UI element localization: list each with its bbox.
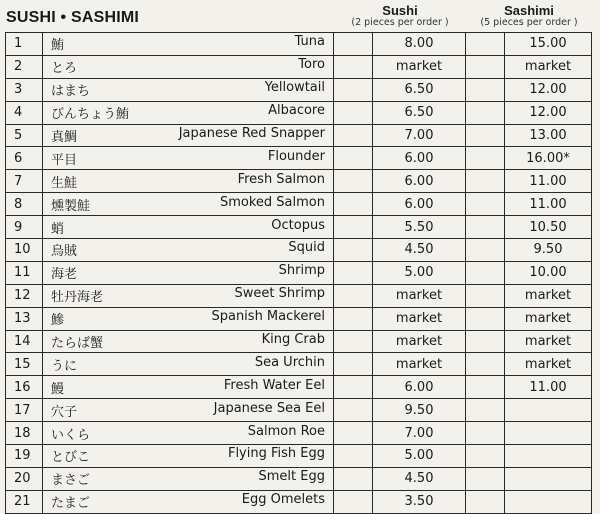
item-number: 5 [6, 124, 43, 147]
item-japanese-name: はまち [51, 84, 91, 100]
item-english-name: Sweet Shrimp [234, 286, 325, 302]
table-row [6, 55, 592, 78]
sashimi-price: 13.00 [505, 124, 592, 147]
spacer-cell [466, 353, 505, 376]
sashimi-price: 10.00 [505, 261, 592, 284]
item-name-cell [43, 307, 334, 330]
sashimi-price: market [505, 330, 592, 353]
sushi-price: 5.50 [373, 216, 466, 239]
sashimi-price: 12.00 [505, 101, 592, 124]
spacer-cell [466, 216, 505, 239]
spacer-cell [334, 284, 373, 307]
item-number: 12 [6, 284, 43, 307]
item-japanese-name: 蛸 [51, 221, 65, 237]
item-japanese-name: 平目 [51, 152, 78, 168]
item-name-cell [43, 124, 334, 147]
item-name-cell [43, 261, 334, 284]
item-name-cell [43, 467, 334, 490]
item-name-cell [43, 101, 334, 124]
item-number: 9 [6, 216, 43, 239]
spacer-cell [466, 284, 505, 307]
spacer-cell [334, 445, 373, 468]
spacer-cell [466, 239, 505, 262]
table-row [6, 307, 592, 330]
item-number: 8 [6, 193, 43, 216]
spacer-cell [466, 399, 505, 422]
item-japanese-name: 鰻 [51, 381, 65, 397]
table-row [6, 376, 592, 399]
spacer-cell [466, 124, 505, 147]
spacer-cell [334, 193, 373, 216]
item-english-name: Spanish Mackerel [211, 309, 325, 325]
item-name-cell [43, 239, 334, 262]
spacer-cell [466, 467, 505, 490]
spacer-cell [466, 147, 505, 170]
sushi-price: market [373, 284, 466, 307]
item-name-cell [43, 33, 334, 56]
item-number: 7 [6, 170, 43, 193]
item-japanese-name: まさご [51, 473, 91, 489]
spacer-cell [334, 467, 373, 490]
item-japanese-name: 生鮭 [51, 175, 78, 191]
table-row [6, 147, 592, 170]
item-name-cell [43, 445, 334, 468]
item-name-cell [43, 55, 334, 78]
item-japanese-name: いくら [51, 427, 91, 443]
sashimi-price: 12.00 [505, 78, 592, 101]
item-name-cell [43, 399, 334, 422]
sashimi-column-header [470, 4, 588, 28]
item-english-name: Japanese Sea Eel [213, 400, 325, 416]
table-row [6, 78, 592, 101]
sashimi-price: 16.00* [505, 147, 592, 170]
table-row [6, 216, 592, 239]
spacer-cell [334, 147, 373, 170]
spacer-cell [334, 124, 373, 147]
sushi-price: 5.00 [373, 445, 466, 468]
spacer-cell [334, 353, 373, 376]
item-number: 20 [6, 467, 43, 490]
sashimi-price [505, 445, 592, 468]
sushi-price: market [373, 353, 466, 376]
item-number: 10 [6, 239, 43, 262]
item-number: 19 [6, 445, 43, 468]
sashimi-price: market [505, 284, 592, 307]
item-english-name: Japanese Red Snapper [178, 126, 325, 141]
sushi-price: 6.00 [373, 147, 466, 170]
sushi-price: 6.00 [373, 193, 466, 216]
item-number: 15 [6, 353, 43, 376]
item-japanese-name: うに [51, 358, 78, 374]
item-english-name: Fresh Water Eel [223, 377, 325, 393]
sashimi-price [505, 399, 592, 422]
spacer-cell [466, 307, 505, 330]
item-name-cell [43, 147, 334, 170]
table-row [6, 124, 592, 147]
item-name-cell [43, 422, 334, 445]
spacer-cell [334, 101, 373, 124]
item-name-cell [43, 376, 334, 399]
sashimi-price: 10.50 [505, 216, 592, 239]
table-row [6, 399, 592, 422]
item-number: 2 [6, 55, 43, 78]
spacer-cell [466, 376, 505, 399]
table-row [6, 261, 592, 284]
item-name-cell [43, 216, 334, 239]
item-name-cell [43, 193, 334, 216]
item-number: 14 [6, 330, 43, 353]
spacer-cell [334, 216, 373, 239]
spacer-cell [466, 55, 505, 78]
item-number: 16 [6, 376, 43, 399]
item-number: 21 [6, 490, 43, 513]
spacer-cell [466, 445, 505, 468]
item-english-name: Sea Urchin [254, 354, 325, 370]
item-english-name: Toro [298, 57, 325, 73]
item-english-name: Flying Fish Egg [227, 446, 325, 462]
item-name-cell [43, 330, 334, 353]
item-english-name: Albacore [268, 103, 325, 119]
sushi-price: 6.00 [373, 376, 466, 399]
sashimi-price: 11.00 [505, 170, 592, 193]
sashimi-price [505, 422, 592, 445]
table-row [6, 422, 592, 445]
spacer-cell [334, 78, 373, 101]
sushi-price: 4.50 [373, 239, 466, 262]
item-number: 6 [6, 147, 43, 170]
item-name-cell [43, 490, 334, 513]
spacer-cell [466, 193, 505, 216]
item-japanese-name: 海老 [51, 267, 78, 283]
item-number: 3 [6, 78, 43, 101]
item-english-name: Octopus [271, 217, 325, 233]
item-name-cell [43, 78, 334, 101]
table-row [6, 330, 592, 353]
menu-header [0, 0, 600, 32]
item-english-name: Salmon Roe [247, 423, 325, 439]
table-row [6, 467, 592, 490]
sashimi-price: 11.00 [505, 376, 592, 399]
item-english-name: King Crab [261, 332, 325, 348]
item-english-name: Fresh Salmon [237, 171, 325, 187]
spacer-cell [334, 239, 373, 262]
item-english-name: Shrimp [278, 263, 325, 279]
spacer-cell [334, 307, 373, 330]
item-english-name: Tuna [294, 34, 325, 50]
spacer-cell [466, 261, 505, 284]
item-japanese-name: 鰺 [51, 313, 65, 329]
sashimi-column-label: Sashimi [504, 3, 554, 18]
item-english-name: Smoked Salmon [219, 194, 325, 210]
spacer-cell [334, 422, 373, 445]
item-japanese-name: 燻製鮭 [51, 198, 91, 214]
sashimi-price: market [505, 353, 592, 376]
item-number: 1 [6, 33, 43, 56]
sushi-price: market [373, 330, 466, 353]
sushi-price: market [373, 55, 466, 78]
sashimi-price: 11.00 [505, 193, 592, 216]
item-name-cell [43, 284, 334, 307]
sushi-price: 9.50 [373, 399, 466, 422]
sashimi-price: market [505, 55, 592, 78]
item-japanese-name: 鮪 [51, 38, 65, 54]
sushi-price: 7.00 [373, 124, 466, 147]
sushi-price: 3.50 [373, 490, 466, 513]
item-name-cell [43, 170, 334, 193]
table-row [6, 490, 592, 513]
sushi-price: 7.00 [373, 422, 466, 445]
sushi-price: 6.50 [373, 78, 466, 101]
item-number: 13 [6, 307, 43, 330]
item-japanese-name: びんちょう鮪 [51, 107, 130, 123]
spacer-cell [334, 170, 373, 193]
sushi-price: 6.50 [373, 101, 466, 124]
sushi-column-header [340, 4, 460, 28]
table-row [6, 445, 592, 468]
sushi-price: 6.00 [373, 170, 466, 193]
item-english-name: Smelt Egg [258, 469, 325, 485]
item-name-cell [43, 353, 334, 376]
sushi-column-label: Sushi [382, 3, 418, 18]
item-number: 18 [6, 422, 43, 445]
spacer-cell [466, 170, 505, 193]
spacer-cell [466, 422, 505, 445]
item-english-name: Squid [288, 240, 325, 256]
menu-table [5, 32, 592, 514]
spacer-cell [334, 33, 373, 56]
sushi-price: 5.00 [373, 261, 466, 284]
item-japanese-name: たまご [51, 496, 91, 512]
table-row [6, 239, 592, 262]
spacer-cell [466, 490, 505, 513]
sashimi-price: 9.50 [505, 239, 592, 262]
item-japanese-name: 牡丹海老 [51, 290, 104, 306]
sashimi-price: market [505, 307, 592, 330]
item-japanese-name: 穴子 [51, 404, 78, 420]
spacer-cell [466, 78, 505, 101]
item-japanese-name: とろ [51, 61, 78, 77]
sashimi-column-sub: (5 pieces per order ) [480, 17, 578, 28]
spacer-cell [334, 55, 373, 78]
spacer-cell [466, 33, 505, 56]
spacer-cell [466, 101, 505, 124]
spacer-cell [334, 490, 373, 513]
item-number: 4 [6, 101, 43, 124]
table-row [6, 33, 592, 56]
spacer-cell [334, 376, 373, 399]
spacer-cell [466, 330, 505, 353]
item-number: 11 [6, 261, 43, 284]
sushi-column-sub: (2 pieces per order ) [351, 17, 449, 28]
item-japanese-name: たらば蟹 [51, 336, 104, 352]
sashimi-price [505, 467, 592, 490]
item-english-name: Yellowtail [264, 80, 325, 96]
table-row [6, 284, 592, 307]
spacer-cell [334, 261, 373, 284]
spacer-cell [334, 399, 373, 422]
spacer-cell [334, 330, 373, 353]
sushi-price: market [373, 307, 466, 330]
table-row [6, 193, 592, 216]
table-row [6, 353, 592, 376]
sushi-price: 8.00 [373, 33, 466, 56]
sashimi-price: 15.00 [505, 33, 592, 56]
item-english-name: Flounder [267, 148, 325, 164]
menu-table-body [6, 33, 592, 514]
item-english-name: Egg Omelets [241, 492, 325, 508]
table-row [6, 170, 592, 193]
table-row [6, 101, 592, 124]
sushi-price: 4.50 [373, 467, 466, 490]
sashimi-price [505, 490, 592, 513]
item-number: 17 [6, 399, 43, 422]
item-japanese-name: 真鯛 [51, 130, 78, 145]
item-japanese-name: とびこ [51, 450, 91, 466]
menu-title: SUSHI • SASHIMI [6, 9, 140, 26]
item-japanese-name: 烏賊 [51, 244, 78, 260]
